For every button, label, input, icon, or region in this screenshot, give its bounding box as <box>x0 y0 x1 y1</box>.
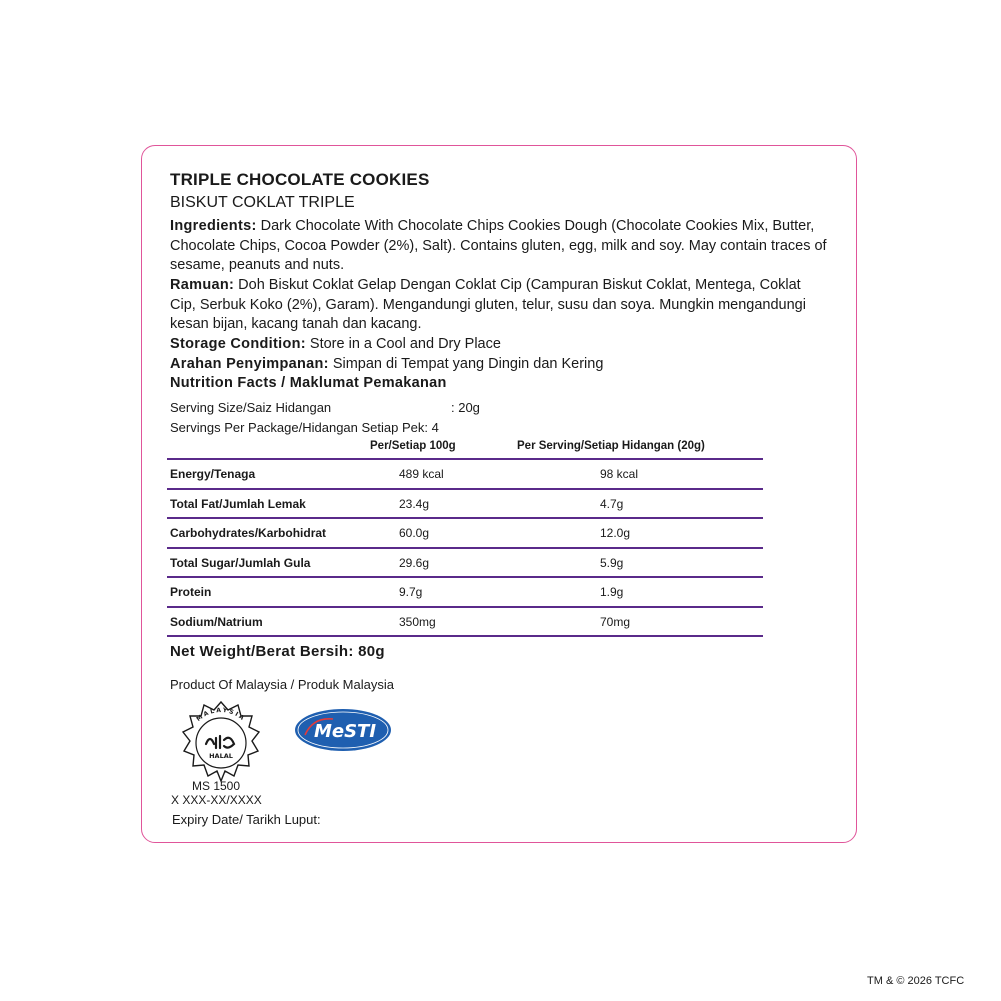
nutrient-per100: 29.6g <box>399 555 430 570</box>
serving-size-value: : 20g <box>451 400 480 415</box>
nutrient-perserving: 1.9g <box>600 585 624 599</box>
ramuan-text: Doh Biskut Coklat Gelap Dengan Coklat Cip (Campuran Biskut Coklat, Mentega, Coklat Cip, Serbuk Koko (2%), Garam). Mengandungi gluten, telur, susu dan soya. Mungkin mengandungi kesan bijan, kacang tanah dan kacang. <box>170 277 806 332</box>
expiry-date: Expiry Date/ Tarikh Luput: <box>172 812 321 827</box>
nutrient-name: Total Sugar/Jumlah Gula <box>170 555 311 570</box>
nutrient-perserving: 70mg <box>600 614 631 629</box>
nutrient-per100: 489 kcal <box>399 467 444 481</box>
ingredients-label: Ingredients: <box>170 218 257 234</box>
storage-text: Store in a Cool and Dry Place <box>305 336 501 352</box>
nutrient-perserving: 98 kcal <box>600 467 639 481</box>
ms-standard: MS 1500 <box>192 779 241 793</box>
arahan-label: Arahan Penyimpanan: <box>170 356 329 372</box>
storage-block <box>170 335 830 355</box>
nutrient-name: Protein <box>170 585 212 599</box>
arahan-block <box>170 355 830 375</box>
ingredients-text: Dark Chocolate With Chocolate Chips Cookies Dough (Chocolate Cookies Mix, Butter, Chocolate Chips, Cocoa Powder (2%), Salt). Contains gluten, egg, milk and soy. May contain traces of sesame, peanuts and nuts. <box>170 218 827 273</box>
serving-size-label: Serving Size/Saiz Hidangan <box>170 400 332 415</box>
certification-code: X XXX-XX/XXXX <box>171 793 262 807</box>
nutrient-name: Sodium/Natrium <box>170 614 263 629</box>
halal-ring-text: MALAYSIA <box>195 706 247 724</box>
column-header-perserving: Per Serving/Setiap Hidangan (20g) <box>517 440 705 452</box>
table-row <box>167 606 763 638</box>
serving-size <box>170 400 480 415</box>
nutrient-name: Total Fat/Jumlah Lemak <box>170 496 306 511</box>
table-row <box>167 517 763 547</box>
halal-word: HALAL <box>209 752 233 760</box>
net-weight: Net Weight/Berat Bersih: 80g <box>170 643 385 660</box>
arahan-text: Simpan di Tempat yang Dingin dan Kering <box>328 356 604 372</box>
nutrient-perserving: 4.7g <box>600 496 624 511</box>
ramuan-block <box>170 276 830 335</box>
product-subtitle: BISKUT COKLAT TRIPLE <box>170 194 355 211</box>
ramuan-label: Ramuan: <box>170 277 235 293</box>
nutrition-heading: Nutrition Facts / Maklumat Pemakanan <box>170 375 447 391</box>
trademark-notice: TM & © 2026 TCFC <box>867 975 965 987</box>
servings-per-package: Servings Per Package/Hidangan Setiap Pek: 4 <box>170 420 439 435</box>
mesti-word: MeSTI <box>313 721 377 742</box>
table-row <box>167 576 763 606</box>
nutrient-perserving: 5.9g <box>600 555 624 570</box>
mesti-logo-icon <box>293 707 393 753</box>
product-title: TRIPLE CHOCOLATE COOKIES <box>170 170 430 189</box>
nutrition-table <box>167 458 763 637</box>
nutrient-per100: 23.4g <box>399 496 430 511</box>
product-origin: Product Of Malaysia / Produk Malaysia <box>170 677 394 692</box>
nutrient-name: Energy/Tenaga <box>170 467 256 481</box>
halal-logo-icon <box>178 700 264 786</box>
nutrient-per100: 350mg <box>399 614 436 629</box>
nutrient-per100: 9.7g <box>399 585 423 599</box>
storage-label: Storage Condition: <box>170 336 306 352</box>
nutrient-name: Carbohydrates/Karbohidrat <box>170 526 327 540</box>
nutrient-per100: 60.0g <box>399 526 430 540</box>
ingredients-block <box>170 217 830 276</box>
table-row <box>167 458 763 488</box>
table-row <box>167 547 763 577</box>
column-header-per100: Per/Setiap 100g <box>370 440 456 452</box>
table-row <box>167 488 763 518</box>
nutrient-perserving: 12.0g <box>600 526 631 540</box>
